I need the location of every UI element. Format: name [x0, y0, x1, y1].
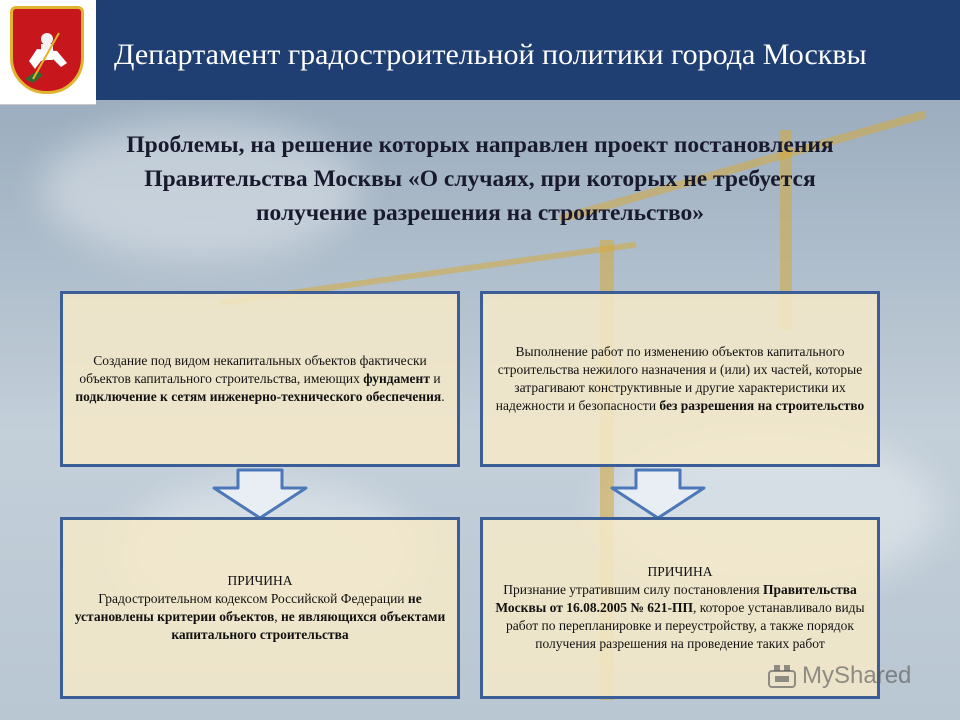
reason-left-heading: ПРИЧИНА	[227, 573, 293, 588]
down-arrow-icon	[212, 468, 308, 520]
reason-left-text-1: Градостроительном кодексом Российской Федерации	[98, 591, 408, 606]
problem-box-left	[60, 291, 460, 467]
problem-box-left-text	[73, 352, 447, 406]
watermark-text: MyShared	[802, 662, 912, 689]
reason-right-text-2: , которое устанавливало виды работ по перепланировке и переустройству, а также порядок получения разрешения на проведение таких работ	[506, 600, 865, 651]
reason-box-left	[60, 517, 460, 699]
problem-left-text-3: .	[441, 389, 445, 404]
problem-left-text-2: и	[429, 371, 441, 386]
problem-right-bold-1: без разрешения на строительство	[659, 398, 865, 413]
reason-right-bold-1: Правительства Москвы от 16.08.2005 № 621-ПП	[495, 582, 857, 615]
problem-right-text-1: Выполнение работ по изменению объектов капитального строительства нежилого назначения и (или) их частей, которые затрагивают конструктивные и другие характеристики их надежности и безопасности	[495, 344, 863, 413]
reason-left-bold-1: не установлены критерии объектов	[74, 591, 422, 624]
down-arrow-icon	[610, 468, 706, 520]
problem-box-right-text	[493, 343, 867, 415]
problem-left-text-1: Создание под видом некапитальных объектов фактически объектов капитального строительства, имеющих	[79, 353, 427, 386]
reason-box-left-text	[73, 572, 447, 644]
moscow-coat-of-arms-icon	[10, 6, 84, 94]
reason-box-right-text	[493, 563, 867, 653]
problem-left-bold-2: подключение к сетям инженерно-технического обеспечения	[75, 389, 442, 404]
myshared-logo-icon	[768, 663, 796, 689]
problem-box-right	[480, 291, 880, 467]
watermark	[768, 662, 911, 690]
reason-right-text-1: Признание утратившим силу постановления	[503, 582, 763, 597]
page-title: Проблемы, на решение которых направлен проект постановления Правительства Москвы «О случаях, при которых не требуется получение разрешения на строительство»	[126, 132, 834, 226]
header-bar	[0, 0, 960, 100]
department-title: Департамент градостроительной политики города Москвы	[114, 38, 867, 71]
reason-left-bold-2: не являющихся объектами капитального строительства	[171, 609, 446, 642]
problem-left-bold-1: фундамент	[363, 371, 430, 386]
reason-left-text-2: ,	[274, 609, 281, 624]
emblem-container	[0, 0, 96, 105]
reason-right-heading: ПРИЧИНА	[647, 564, 713, 579]
